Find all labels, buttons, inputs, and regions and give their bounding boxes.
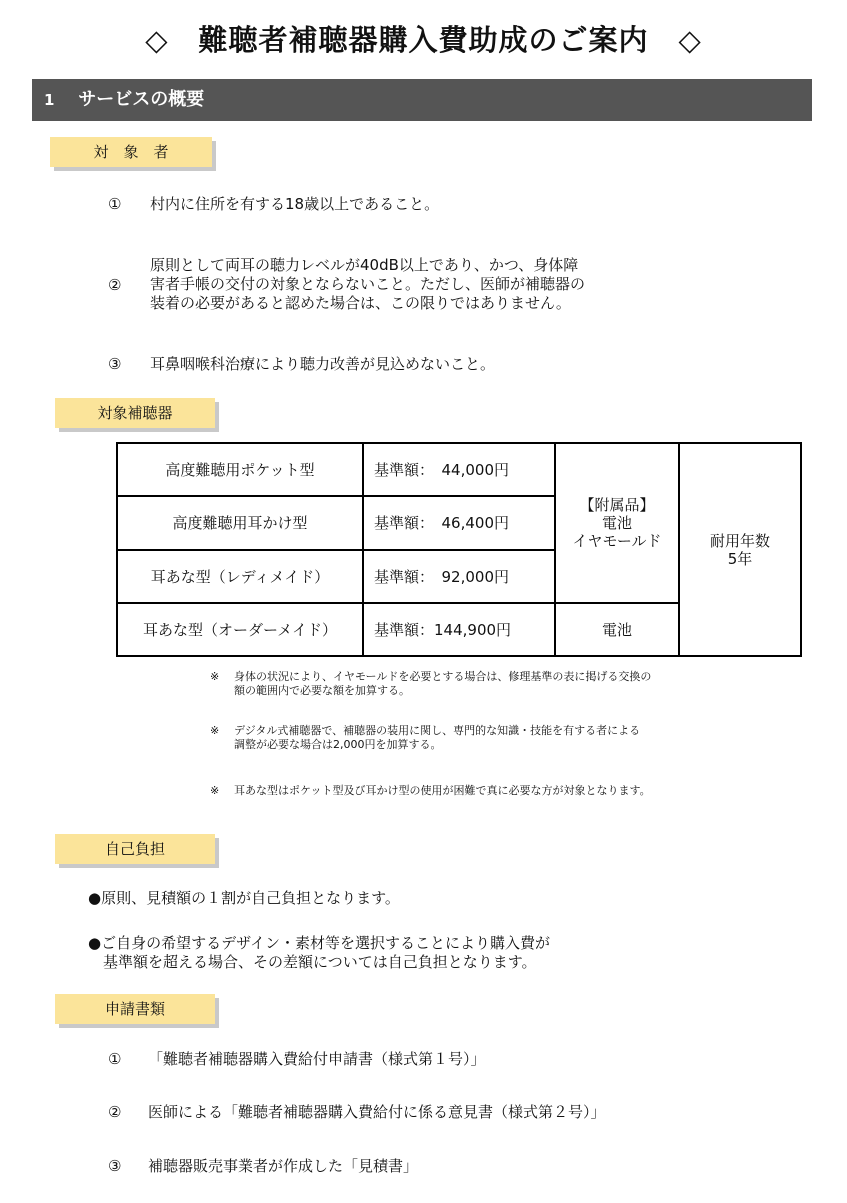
item-number: ① [108,1050,122,1068]
section-header [32,79,812,121]
device-price-cell: 基準額： 92,000円 [363,550,555,603]
item-text: 補聴器販売事業者が作成した「見積書」 [148,1157,419,1175]
durability-cell [679,443,801,656]
note-text: デジタル式補聴器で、補聴器の装用に関し、専門的な知識・技能を有する者による [234,724,641,737]
note-text: 耳あな型はポケット型及び耳かけ型の使用が困難で真に必要な方が対象となります。 [234,784,651,797]
note-1 [210,670,651,698]
accessories-item: 電池 [601,514,632,532]
note-text-line2: 調整が必要な場合は2,000円を加算する。 [234,738,442,751]
device-price-cell: 基準額：144,900円 [363,603,555,656]
documents-label: 申請書類 [55,994,215,1024]
note-2 [210,724,640,752]
item-number: ② [108,1103,122,1121]
item-text: 村内に住所を有する18歳以上であること。 [150,195,440,213]
document-item-1 [108,1050,486,1069]
item-text: 耳鼻咽喉科治療により聴力改善が見込めないこと。 [150,355,496,373]
item-number: ① [108,195,122,213]
item-text: 「難聴者補聴器購入費給付申請書（様式第１号）」 [148,1050,486,1068]
section-number: 1 [44,91,55,109]
device-type-cell: 高度難聴用耳かけ型 [117,496,363,550]
note-mark: ※ [210,670,220,683]
bullet-line: ●ご自身の希望するデザイン・素材等を選択することにより購入費が [88,934,551,952]
accessories-title: 【附属品】 [579,496,655,514]
device-type-cell: 高度難聴用ポケット型 [117,443,363,496]
page-title: ◇ 難聴者補聴器購入費助成のご案内 ◇ [145,23,702,57]
item-text-line: 害者手帳の交付の対象とならないこと。ただし、医師が補聴器の [150,275,586,293]
bullet-line: 基準額を超える場合、その差額については自己負担となります。 [88,953,537,971]
target-item-3 [108,355,495,374]
device-type-cell: 耳あな型（レディメイド） [117,550,363,603]
target-devices-label: 対象補聴器 [55,398,215,428]
item-text-line: 装着の必要があると認めた場合は、この限りではありません。 [150,294,571,312]
durability-value: 5年 [727,549,753,568]
item-text-line: 原則として両耳の聴力レベルが40dB以上であり、かつ、身体障 [150,256,579,274]
accessories-cell-last: 電池 [555,603,679,656]
self-pay-label: 自己負担 [55,834,215,864]
note-mark: ※ [210,784,220,797]
device-type-cell: 耳あな型（オーダーメイド） [117,603,363,656]
self-pay-bullet-2 [88,934,550,972]
note-3 [210,784,651,798]
durability-label: 耐用年数 [709,531,770,550]
item-text: 医師による「難聴者補聴器購入費給付に係る意見書（様式第２号）」 [148,1103,606,1121]
accessories-item: イヤモールド [572,532,662,550]
note-text: 身体の状況により、イヤモールドを必要とする場合は、修理基準の表に掲げる交換の [234,670,652,683]
accessories-cell [555,443,679,603]
section-heading: サービスの概要 [78,89,205,110]
target-item-1 [108,195,439,214]
item-number: ② [108,276,122,294]
document-item-2 [108,1103,606,1122]
target-persons-label: 対 象 者 [50,137,212,167]
hearing-aid-table [116,442,802,657]
note-text-line2: 額の範囲内で必要な額を加算する。 [234,684,410,697]
self-pay-bullet-1: ●原則、見積額の１割が自己負担となります。 [88,889,400,907]
note-mark: ※ [210,724,220,737]
item-number: ③ [108,355,122,373]
item-number: ③ [108,1157,122,1175]
device-price-cell: 基準額： 44,000円 [363,443,555,496]
document-item-3 [108,1157,418,1176]
target-item-2 [150,256,585,313]
device-price-cell: 基準額： 46,400円 [363,496,555,550]
